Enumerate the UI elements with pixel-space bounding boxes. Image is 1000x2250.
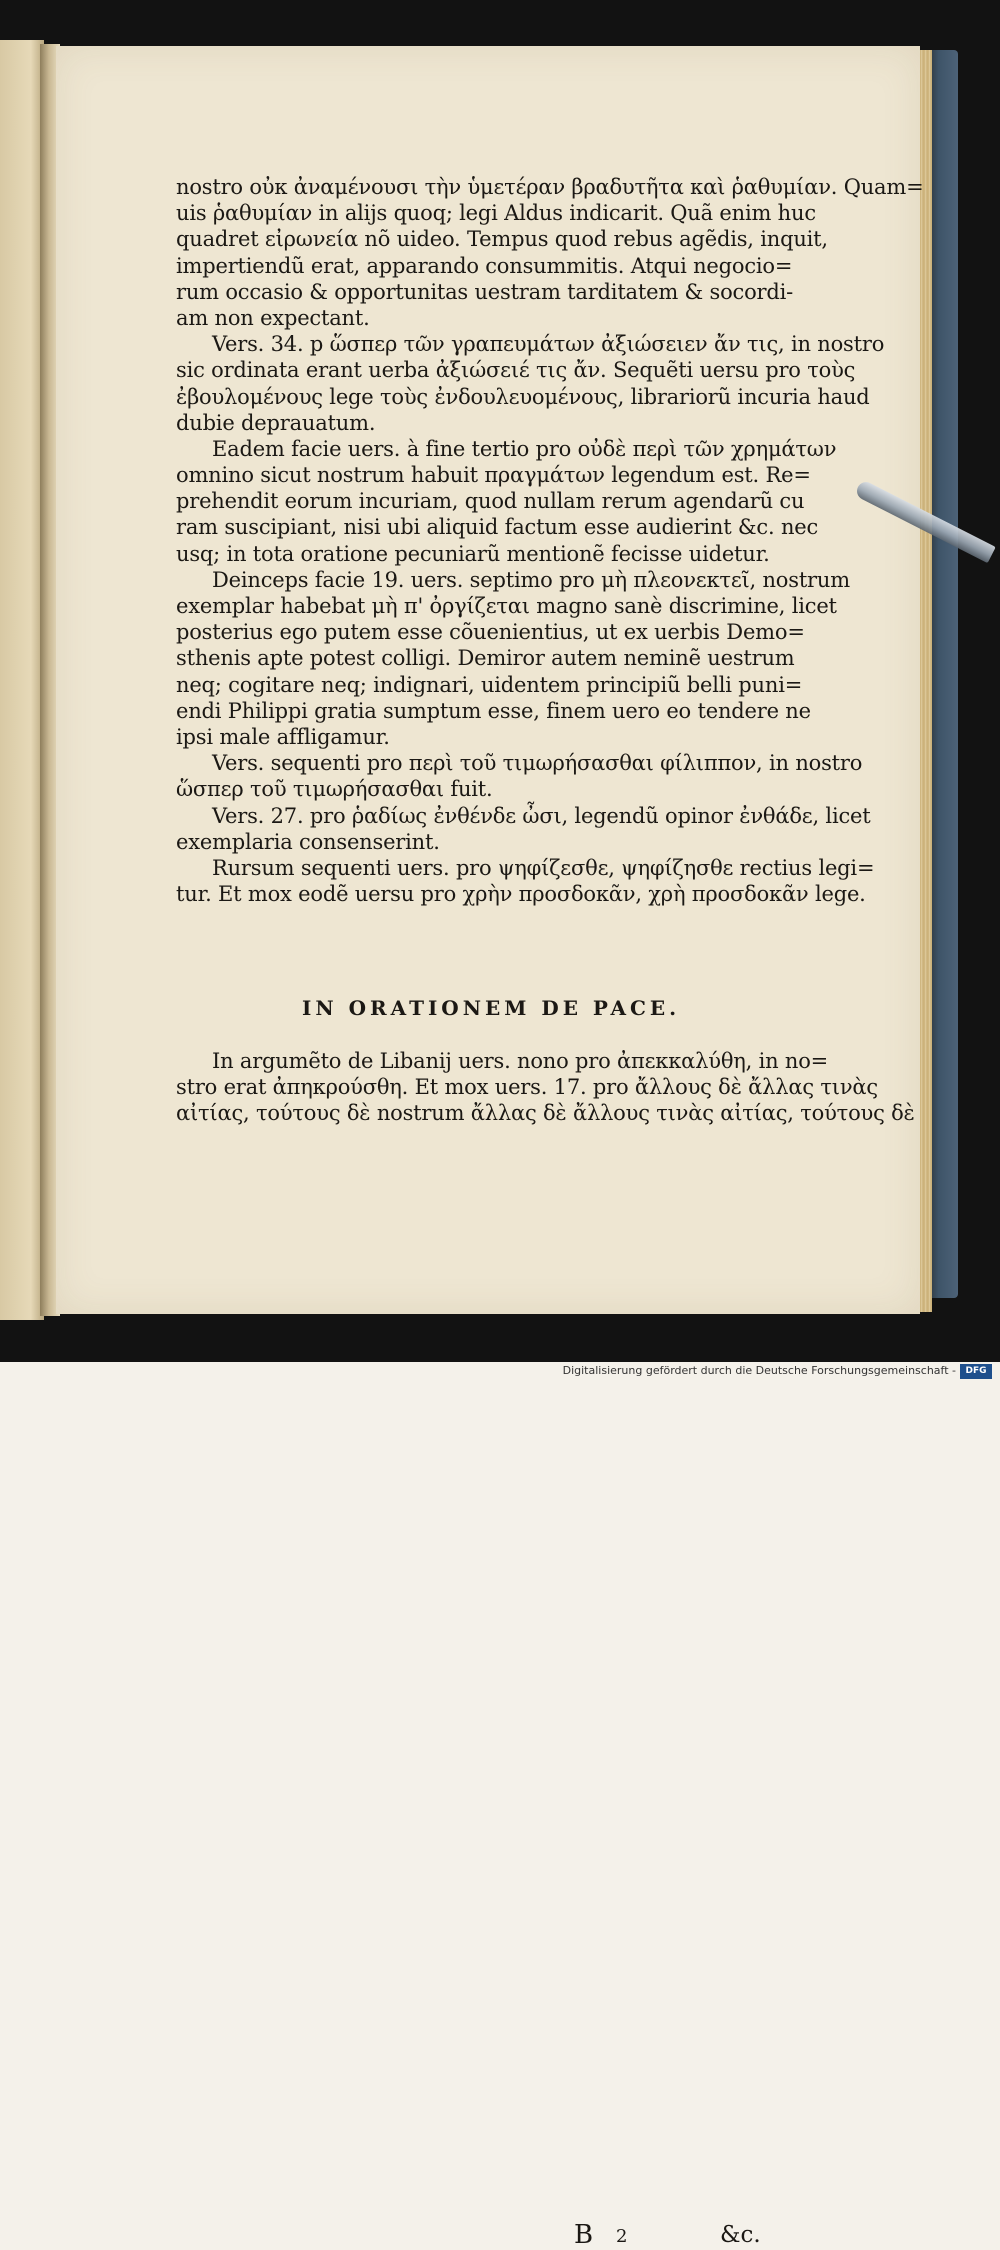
- text-line: αἰτίας, τούτους δὲ nostrum ἄλλας δὲ ἄλλους τινὰς αἰτίας, τούτους δὲ: [176, 1101, 915, 1126]
- text-line: Vers. 27. pro ῥαδίως ἐνθένδε ὦσι, legendũ opinor ἐνθάδε, licet: [212, 803, 871, 828]
- text-line: Vers. sequenti pro περὶ τοῦ τιμωρήσασθαι φίλιππον, in nostro: [212, 751, 863, 776]
- text-line: tur. Et mox eodẽ uersu pro χρὴν προσδοκᾶν, χρὴ προσδοκᾶν lege.: [176, 882, 866, 907]
- text-line: omnino sicut nostrum habuit πραγμάτων legendum est. Re=: [176, 463, 811, 488]
- text-line: uis ῥαθυμίαν in alijs quoq; legi Aldus indicarit. Quã enim huc: [176, 201, 816, 226]
- text-line: quadret εἰρωνεία nõ uideo. Tempus quod rebus agẽdis, inquit,: [176, 227, 828, 252]
- main-text: [176, 174, 924, 907]
- text-line: exemplaria consenserint.: [176, 829, 440, 854]
- signature-mark: B: [574, 2220, 594, 2250]
- credit-bar: [0, 1362, 1000, 1384]
- section-heading: IN ORATIONEM DE PACE.: [302, 996, 681, 1020]
- text-line: sthenis apte potest colligi. Demiror autem neminẽ uestrum: [176, 646, 795, 671]
- text-line: impertiendũ erat, apparando consummitis. Atqui negocio=: [176, 253, 793, 278]
- text-line: posterius ego putem esse cõuenientius, ut ex uerbis Demo=: [176, 620, 805, 645]
- text-line: ipsi male affligamur.: [176, 724, 390, 749]
- text-line: usq; in tota oratione pecuniarũ mentionẽ fecisse uidetur.: [176, 541, 770, 566]
- text-line: neq; cogitare neq; indignari, uidentem principiũ belli puni=: [176, 672, 803, 697]
- text-line: sic ordinata erant uerba ἀξιώσειέ τις ἄν. Sequẽti uersu pro τοὺς: [176, 358, 856, 383]
- text-line: Vers. 34. p ὥσπερ τῶν γραπευμάτων ἀξιώσειεν ἄν τις, in nostro: [212, 332, 885, 357]
- section-text: [176, 1048, 915, 1127]
- text-line: dubie deprauatum.: [176, 410, 376, 435]
- text-line: In argumẽto de Libanij uers. nono pro ἀπεκκαλύθη, in no=: [212, 1049, 829, 1073]
- dfg-logo: DFG: [960, 1364, 992, 1379]
- text-line: prehendit eorum incuriam, quod nullam rerum agendarũ cu: [176, 489, 805, 514]
- text-line: am non expectant.: [176, 305, 370, 330]
- text-line: exemplar habebat μὴ π' ὀργίζεται magno sanè discrimine, licet: [176, 594, 837, 618]
- text-line: ram suscipiant, nisi ubi aliquid factum esse audierint &c. nec: [176, 515, 819, 540]
- text-line: Rursum sequenti uers. pro ψηφίζεσθε, ψηφίζησθε rectius legi=: [212, 855, 875, 880]
- text-line: endi Philippi gratia sumptum esse, finem uero eo tendere ne: [176, 698, 811, 723]
- catchword: &c.: [720, 2222, 761, 2248]
- text-line: stro erat ἀπηκρούσθη. Et mox uers. 17. pro ἄλλους δὲ ἄλλας τινὰς: [176, 1075, 878, 1100]
- text-line: nostro οὐκ ἀναμένουσι τὴν ὑμετέραν βραδυτῆτα καὶ ῥαθυμίαν. Quam=: [176, 175, 924, 199]
- left-page-edge: [0, 40, 44, 1320]
- text-line: Eadem facie uers. à fine tertio pro οὐδὲ περὶ τῶν χρημάτων: [212, 436, 837, 461]
- funding-credit: Digitalisierung gefördert durch die Deutsche Forschungsgemeinschaft -: [562, 1364, 956, 1377]
- text-line: ἐβουλομένους lege τοὺς ἐνδουλευομένους, librariorũ incuria haud: [176, 384, 870, 409]
- text-line: ὥσπερ τοῦ τιμωρήσασθαι fuit.: [176, 777, 493, 802]
- text-line: rum occasio & opportunitas uestram tarditatem & socordi-: [176, 279, 794, 304]
- signature-number: 2: [616, 2226, 628, 2247]
- text-line: Deinceps facie 19. uers. septimo pro μὴ πλεονεκτεῖ, nostrum: [212, 567, 850, 592]
